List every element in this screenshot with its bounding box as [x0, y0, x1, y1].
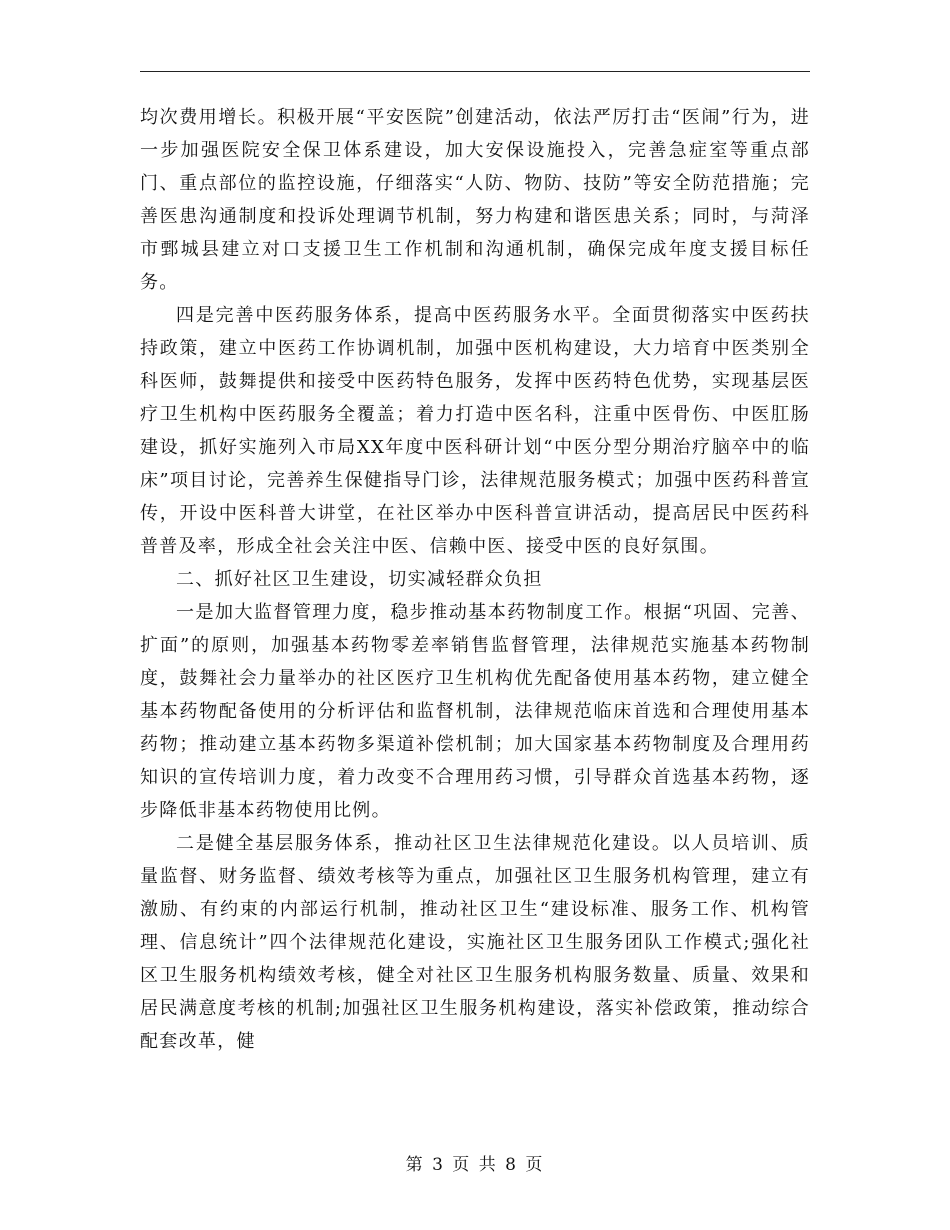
document-body [140, 101, 810, 1058]
section-heading: 二、抓好社区卫生建设，切实减轻群众负担 [176, 569, 543, 590]
paragraph-2: 四是完善中医药服务体系，提高中医药服务水平。全面贯彻落实中医药扶持政策，建立中医药工作协调机制，加强中医机构建设，大力培育中医类别全科医师，鼓舞提供和接受中医药特色服务，发挥中医药特色优势，实现基层医疗卫生机构中医药服务全覆盖；着力打造中医名科，注重中医骨伤、中医肛肠建设，抓好实施列入市局XX年度中医科研计划“中医分型分期治疗脑卒中的临床”项目讨论，完善养生保健指导门诊，法律规范服务模式；加强中医药科普宣传，开设中医科普大讲堂，在社区举办中医科普宣讲活动，提高居民中医药科普普及率，形成全社会关注中医、信赖中医、接受中医的良好氛围。 [140, 305, 810, 557]
paragraph-4: 二是健全基层服务体系，推动社区卫生法律规范化建设。以人员培训、质量监督、财务监督、绩效考核等为重点，加强社区卫生服务机构管理，建立有激励、有约束的内部运行机制，推动社区卫生“建设标准、服务工作、机构管理、信息统计”四个法律规范化建设，实施社区卫生服务团队工作模式;强化社区卫生服务机构绩效考核，健全对社区卫生服务机构服务数量、质量、效果和居民满意度考核的机制;加强社区卫生服务机构建设，落实补偿政策，推动综合配套改革，健 [140, 833, 810, 1052]
paragraph-3: 一是加大监督管理力度，稳步推动基本药物制度工作。根据“巩固、完善、扩面”的原则，加强基本药物零差率销售监督管理，法律规范实施基本药物制度，鼓舞社会力量举办的社区医疗卫生机构优先配备使用基本药物，建立健全基本药物配备使用的分析评估和监督机制，法律规范临床首选和合理使用基本药物；推动建立基本药物多渠道补偿机制；加大国家基本药物制度及合理用药知识的宣传培训力度，着力改变不合理用药习惯，引导群众首选基本药物，逐步降低非基本药物使用比例。 [140, 602, 810, 821]
page-number-footer: 第 3 页 共 8 页 [405, 1155, 545, 1175]
paragraph-1: 均次费用增长。积极开展“平安医院”创建活动，依法严厉打击“医闹”行为，进一步加强医院安全保卫体系建设，加大安保设施投入，完善急症室等重点部门、重点部位的监控设施，仔细落实“人防、物防、技防”等安全防范措施；完善医患沟通制度和投诉处理调节机制，努力构建和谐医患关系；同时，与菏泽市鄄城县建立对口支援卫生工作机制和沟通机制，确保完成年度支援目标任务。 [140, 107, 810, 293]
header-rule [140, 71, 810, 72]
